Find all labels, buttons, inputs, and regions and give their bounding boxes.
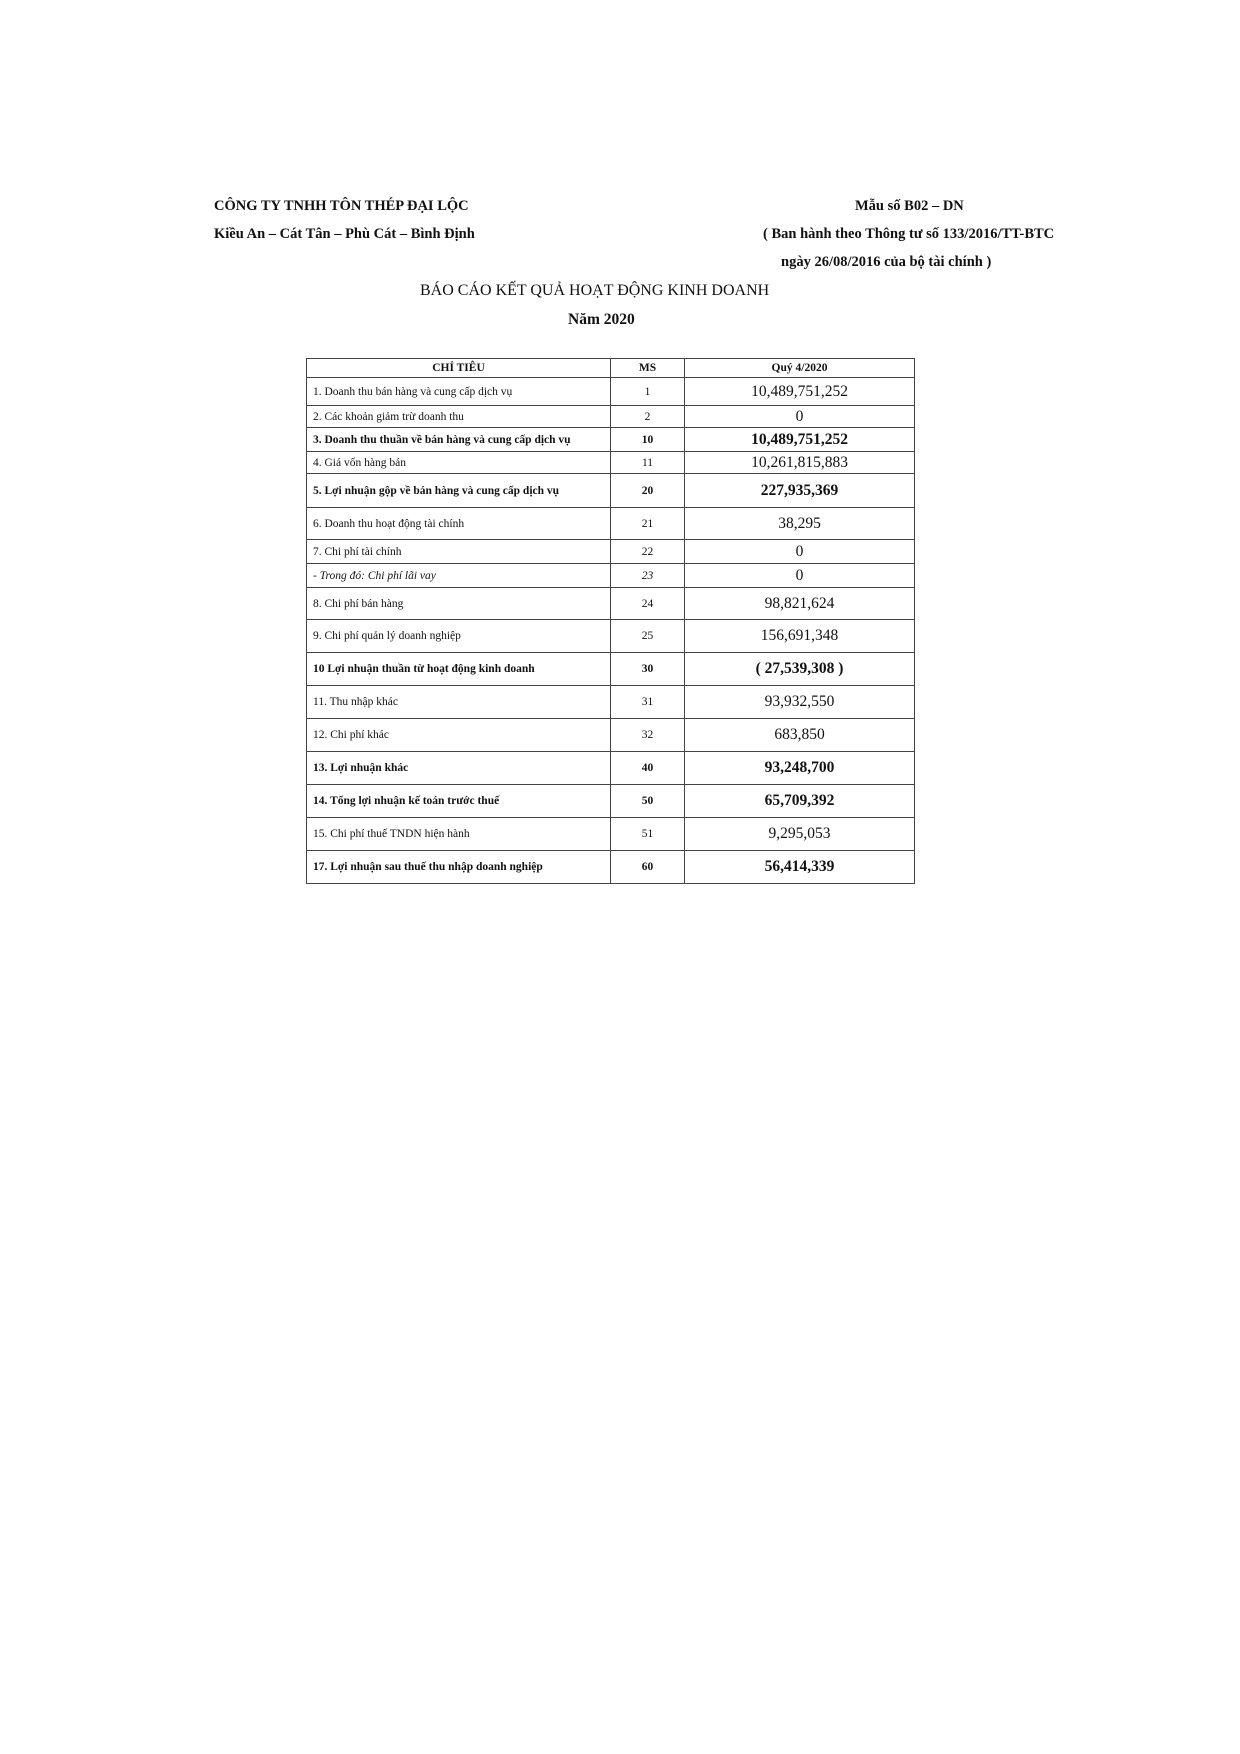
- table-row: [307, 719, 915, 752]
- company-name: CÔNG TY TNHH TÔN THÉP ĐẠI LỘC: [214, 198, 469, 214]
- row-code: 21: [611, 508, 685, 540]
- row-label: 14. Tổng lợi nhuận kế toán trước thuế: [307, 785, 611, 818]
- row-value: 98,821,624: [685, 588, 915, 620]
- row-value: 65,709,392: [685, 785, 915, 818]
- header-code: MS: [611, 359, 685, 378]
- row-code: 31: [611, 686, 685, 719]
- row-label: 7. Chi phí tài chính: [307, 540, 611, 564]
- row-code: 11: [611, 452, 685, 474]
- form-code: Mẫu số B02 – DN: [855, 198, 964, 214]
- report-year: Năm 2020: [568, 311, 635, 328]
- table-row: [307, 508, 915, 540]
- table-row: [307, 818, 915, 851]
- row-label: 12. Chi phí khác: [307, 719, 611, 752]
- company-address: Kiều An – Cát Tân – Phù Cát – Bình Định: [214, 226, 475, 242]
- row-code: 25: [611, 620, 685, 653]
- table-row: [307, 620, 915, 653]
- row-value: 683,850: [685, 719, 915, 752]
- header-quarter: Quý 4/2020: [685, 359, 915, 378]
- row-label: 11. Thu nhập khác: [307, 686, 611, 719]
- row-value: 93,248,700: [685, 752, 915, 785]
- row-code: 51: [611, 818, 685, 851]
- table-row: [307, 686, 915, 719]
- row-code: 24: [611, 588, 685, 620]
- row-code: 10: [611, 428, 685, 452]
- row-code: 22: [611, 540, 685, 564]
- table-row: [307, 428, 915, 452]
- income-statement-table: [306, 358, 915, 884]
- table-row: [307, 785, 915, 818]
- row-value: 10,261,815,883: [685, 452, 915, 474]
- table-row: [307, 653, 915, 686]
- row-value: 156,691,348: [685, 620, 915, 653]
- row-label: 8. Chi phí bán hàng: [307, 588, 611, 620]
- form-issued-note: ( Ban hành theo Thông tư số 133/2016/TT-BTC: [763, 226, 1055, 242]
- row-label: 9. Chi phí quản lý doanh nghiệp: [307, 620, 611, 653]
- table-row: [307, 851, 915, 884]
- row-value: 9,295,053: [685, 818, 915, 851]
- row-label: 5. Lợi nhuận gộp về bán hàng và cung cấp dịch vụ: [307, 474, 611, 508]
- row-code: 40: [611, 752, 685, 785]
- row-value: 0: [685, 564, 915, 588]
- table-row: [307, 564, 915, 588]
- table-row: [307, 406, 915, 428]
- row-label: 2. Các khoản giảm trừ doanh thu: [307, 406, 611, 428]
- row-label: 1. Doanh thu bán hàng và cung cấp dịch vụ: [307, 378, 611, 406]
- row-label: 3. Doanh thu thuần về bán hàng và cung cấp dịch vụ: [307, 428, 611, 452]
- table-row: [307, 540, 915, 564]
- row-label: 10 Lợi nhuận thuần từ hoạt động kinh doanh: [307, 653, 611, 686]
- table-row: [307, 588, 915, 620]
- row-label: 6. Doanh thu hoạt động tài chính: [307, 508, 611, 540]
- row-code: 32: [611, 719, 685, 752]
- form-date-note: ngày 26/08/2016 của bộ tài chính ): [781, 254, 992, 270]
- row-label: 4. Giá vốn hàng bán: [307, 452, 611, 474]
- row-value: ( 27,539,308 ): [685, 653, 915, 686]
- row-code: 1: [611, 378, 685, 406]
- row-value: 38,295: [685, 508, 915, 540]
- table-row: [307, 378, 915, 406]
- row-value: 56,414,339: [685, 851, 915, 884]
- row-code: 23: [611, 564, 685, 588]
- row-value: 0: [685, 540, 915, 564]
- header-indicator: CHỈ TIÊU: [307, 359, 611, 378]
- table-row: [307, 474, 915, 508]
- table-body: [307, 378, 915, 884]
- row-value: 10,489,751,252: [685, 428, 915, 452]
- row-code: 50: [611, 785, 685, 818]
- row-code: 20: [611, 474, 685, 508]
- row-label: - Trong đó: Chi phí lãi vay: [307, 564, 611, 588]
- row-label: 13. Lợi nhuận khác: [307, 752, 611, 785]
- row-code: 2: [611, 406, 685, 428]
- row-code: 30: [611, 653, 685, 686]
- row-label: 15. Chi phí thuế TNDN hiện hành: [307, 818, 611, 851]
- report-title: BÁO CÁO KẾT QUẢ HOẠT ĐỘNG KINH DOANH: [420, 282, 770, 299]
- table-row: [307, 752, 915, 785]
- table-header-row: [307, 359, 915, 378]
- row-label: 17. Lợi nhuận sau thuế thu nhập doanh nghiệp: [307, 851, 611, 884]
- table-row: [307, 452, 915, 474]
- row-value: 0: [685, 406, 915, 428]
- row-value: 10,489,751,252: [685, 378, 915, 406]
- row-value: 227,935,369: [685, 474, 915, 508]
- row-code: 60: [611, 851, 685, 884]
- row-value: 93,932,550: [685, 686, 915, 719]
